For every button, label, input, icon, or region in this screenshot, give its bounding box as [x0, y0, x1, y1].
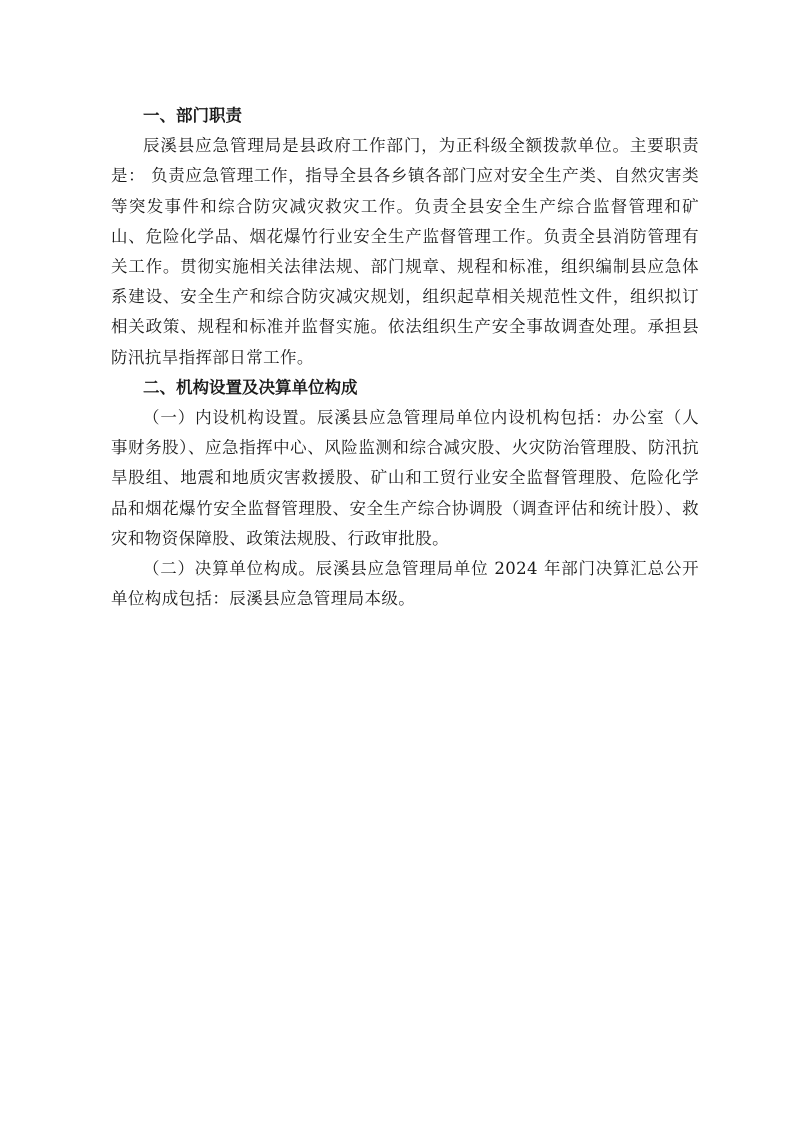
section-2-heading: 二、机构设置及决算单位构成 [143, 377, 358, 397]
section-1-paragraph: 辰溪县应急管理局是县政府工作部门，为正科级全额拨款单位。主要职责是： 负责应急管理工作，指导全县各乡镇各部门应对安全生产类、自然灾害类等突发事件和综合防灾减灾救灾工作。负责全县安全生产综合监督管理和矿山、危险化学品、烟花爆竹行业安全生产监督管理工作。负责全县消防管理有关工作。贯彻实施相关法律法规、部门规章、规程和标准，组织编制县应急体系建设、安全生产和综合防灾减灾规划，组织起草相关规范性文件，组织拟订相关政策、规程和标准并监督实施。依法组织生产安全事故调查处理。承担县防汛抗旱指挥部日常工作。 [111, 136, 699, 367]
section-1-heading: 一、部门职责 [143, 106, 242, 125]
section-2-paragraph-1: （一）内设机构设置。辰溪县应急管理局单位内设机构包括：办公室（人事财务股）、应急指挥中心、风险监测和综合减灾股、火灾防治管理股、防汛抗旱股组、地震和地质灾害救援股、矿山和工贸行业安全监督管理股、危险化学品和烟花爆竹安全监督管理股、安全生产综合协调股（调查评估和统计股）、救灾和物资保障股、政策法规股、行政审批股。 [111, 408, 699, 548]
section-2-paragraph-2: （二）决算单位构成。辰溪县应急管理局单位 2024 年部门决算汇总公开单位构成包括：辰溪县应急管理局本级。 [111, 559, 699, 609]
document-body [111, 101, 699, 614]
